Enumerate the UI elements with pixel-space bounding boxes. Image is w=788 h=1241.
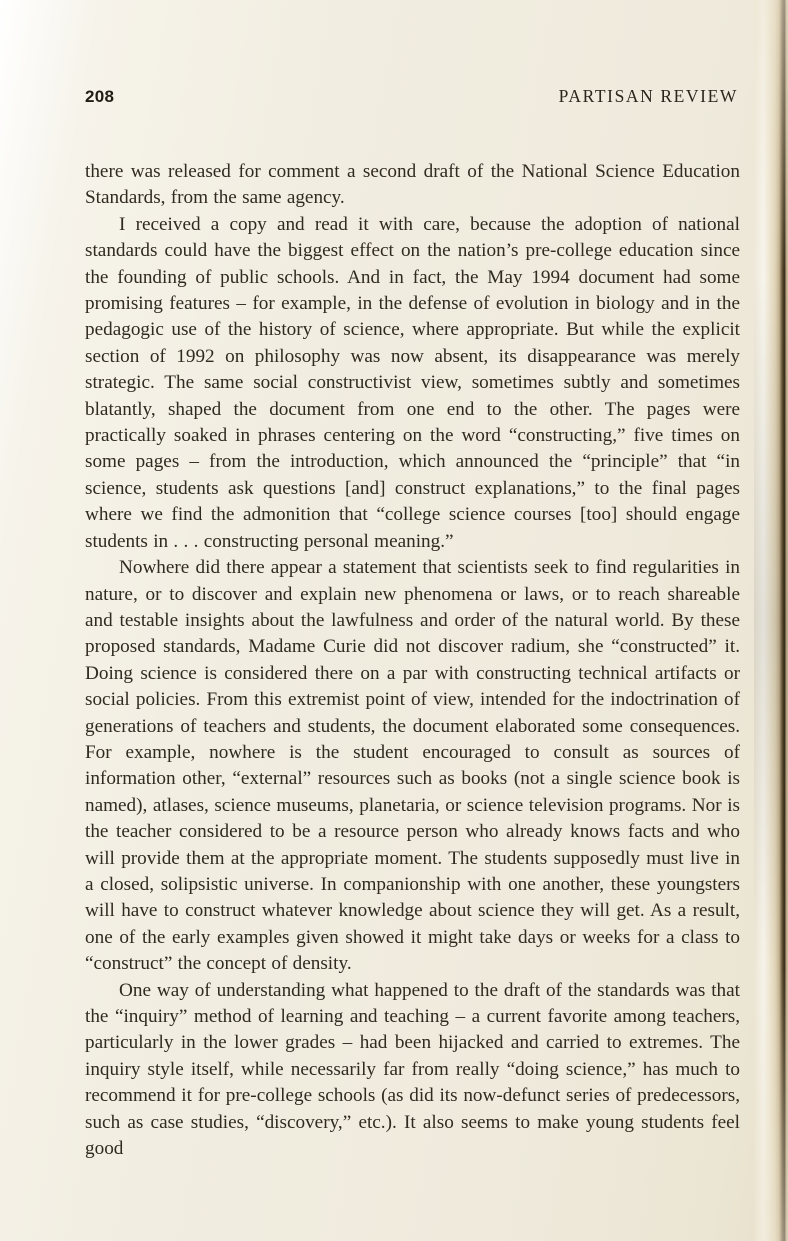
journal-title: PARTISAN REVIEW xyxy=(558,86,738,106)
paragraph: I received a copy and read it with care, because the adoption of national standards could have the biggest effect on the nation’s pre-college education since the founding of public schools. And in fact, the May 1994 document had some promising features – for example, in the defense of evolution in biology and in the pedagogic use of the history of science, where appropriate. But while the explicit section of 1992 on philosophy was now absent, its disappearance was merely strategic. The same social constructivist view, sometimes subtly and sometimes blatantly, shaped the document from one end to the other. The pages were practically soaked in phrases centering on the word “constructing,” five times on some pages – from the introduction, which announced the “principle” that “in science, students ask questions [and] construct explanations,” to the final pages where we find the admonition that “college science courses [too] should engage students in . . . constructing personal meaning.” xyxy=(85,213,740,552)
page-number: 208 xyxy=(85,87,115,106)
paragraph-continuation: there was released for comment a second draft of the National Science Education Standards, from the same agency. xyxy=(85,161,740,209)
paragraph: Nowhere did there appear a statement that scientists seek to find regularities in nature, or to discover and explain new phenomena or laws, or to reach shareable and testable insights about the lawfulness and order of the natural world. By these proposed standards, Madame Curie did not discover radium, she “constructed” it. Doing science is considered there on a par with constructing technical artifacts or social policies. From this extremist point of view, intended for the indoctrination of generations of teachers and students, the document elaborated some consequences. For example, nowhere is the student encouraged to consult as sources of information other, “external” resources such as books (not a single science book is named), atlases, science museums, planetaria, or science television programs. Nor is the teacher considered to be a resource person who already knows facts and who will provide them at the appropriate moment. The students supposedly must live in a closed, solipsistic universe. In companionship with one another, these youngsters will have to construct whatever knowledge about science they will get. As a result, one of the early examples given showed it might take days or weeks for a class to “construct” the concept of density. xyxy=(85,557,740,975)
running-head xyxy=(85,86,738,107)
book-page-edge-shadow xyxy=(754,0,788,1241)
page-body xyxy=(85,159,740,1162)
paragraph: One way of understanding what happened to the draft of the standards was that the “inquiry” method of learning and teaching – a current favorite among teachers, particularly in the lower grades – had been hijacked and carried to extremes. The inquiry style itself, while necessarily far from really “doing science,” has much to recommend it for pre-college schools (as did its now-defunct series of predecessors, such as case studies, “discovery,” etc.). It also seems to make young students feel good xyxy=(85,979,740,1160)
